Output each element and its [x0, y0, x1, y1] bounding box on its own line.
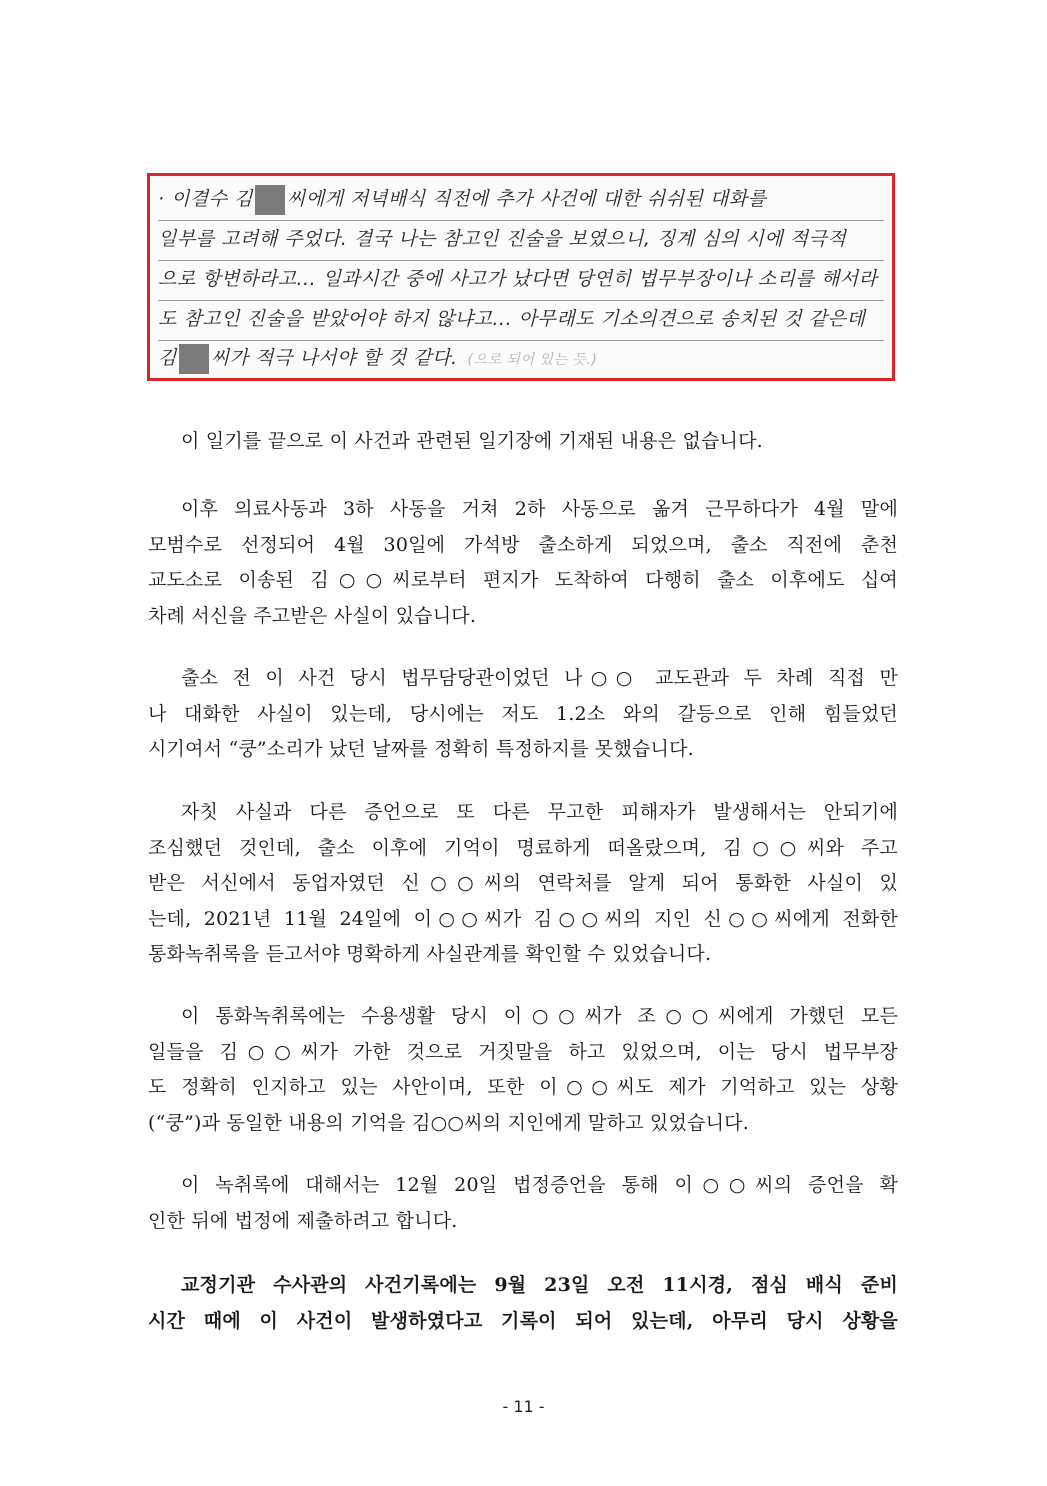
paragraph-line: 조심했던 것인데, 출소 이후에 기억이 명료하게 떠올랐으며, 김○○씨와 주고 — [148, 836, 898, 859]
excerpt-text: 일부를 고려해 주었다. 결국 나는 참고인 진술을 보였으니, 징계 심의 시에 적극적 — [158, 228, 847, 250]
handwritten-excerpt-box — [147, 173, 895, 381]
paragraph-line: 시간 때에 이 사건이 발생하였다고 기록이 되어 있는데, 아무리 당시 상황을 — [148, 1309, 898, 1332]
paragraph-line: 시기여서 “쿵”소리가 났던 날짜를 정확히 특정하지를 못했습니다. — [148, 738, 694, 760]
paragraph — [148, 1168, 898, 1239]
excerpt-line — [158, 339, 884, 379]
page-number: - 11 - — [502, 1397, 545, 1416]
paragraph-line: 통화녹취록을 듣고서야 명확하게 사실관계를 확인할 수 있었습니다. — [148, 943, 712, 965]
excerpt-faint-text: (으로 되어 있는 듯.) — [467, 352, 598, 368]
paragraph — [148, 795, 898, 973]
paragraph — [148, 661, 898, 768]
paragraph-line: 일들을 김○○씨가 가한 것으로 거짓말을 하고 있었으며, 이는 당시 법무부장 — [148, 1040, 898, 1063]
paragraph-line: (“쿵”)과 동일한 내용의 기억을 김○○씨의 지인에게 말하고 있었습니다. — [148, 1111, 749, 1134]
paragraph-line: 는데, 2021년 11월 24일에 이○○씨가 김○○씨의 지인 신○○씨에게 전화한 — [148, 907, 898, 930]
redaction-box — [255, 185, 285, 215]
paragraph-line: 인한 뒤에 법정에 제출하려고 합니다. — [148, 1209, 458, 1232]
paragraph-line: 도 정확히 인지하고 있는 사안이며, 또한 이○○씨도 제가 기억하고 있는 상황 — [148, 1076, 898, 1098]
paragraph — [148, 999, 898, 1141]
paragraph — [148, 492, 898, 634]
excerpt-line — [158, 260, 884, 301]
excerpt-text: 씨가 적극 나서야 할 것 같다. — [210, 347, 458, 369]
paragraph-line: 교도소로 이송된 김○○씨로부터 편지가 도착하여 다행히 출소 이후에도 십여 — [148, 569, 898, 591]
paragraph-line: 이 일기를 끝으로 이 사건과 관련된 일기장에 기재된 내용은 없습니다. — [181, 430, 763, 452]
paragraph — [148, 424, 898, 460]
excerpt-line — [158, 220, 884, 261]
paragraph-line: 교정기관 수사관의 사건기록에는 9월 23일 오전 11시경, 점심 배식 준비 — [181, 1274, 898, 1296]
paragraph-line: 받은 서신에서 동업자였던 신○○씨의 연락처를 알게 되어 통화한 사실이 있 — [148, 872, 898, 894]
paragraph-line: 나 대화한 사실이 있는데, 당시에는 저도 1.2소 와의 갈등으로 인해 힘들었던 — [148, 702, 898, 725]
excerpt-text: 도 참고인 진술을 받았어야 하지 않냐고... 아무래도 기소의견으로 송치된 것 같은데 — [158, 308, 866, 330]
excerpt-text: 씨에게 저녁배식 직전에 추가 사건에 대한 쉬쉬된 대화를 — [287, 188, 767, 210]
paragraph-line: 이후 의료사동과 3하 사동을 거쳐 2하 사동으로 옮겨 근무하다가 4월 말에 — [181, 498, 898, 520]
redaction-box — [179, 344, 209, 374]
bold-paragraph — [148, 1268, 898, 1339]
excerpt-text: 으로 항변하라고... 일과시간 중에 사고가 났다면 당연히 법무부장이나 소리를 해서라 — [158, 268, 878, 290]
paragraph-line: 자칫 사실과 다른 증언으로 또 다른 무고한 피해자가 발생해서는 안되기에 — [181, 801, 898, 823]
excerpt-text: · 이결수 김 — [158, 188, 254, 210]
excerpt-line — [158, 300, 884, 341]
excerpt-text: 김 — [158, 347, 177, 369]
paragraph-line: 출소 전 이 사건 당시 법무담당관이었던 나○○ 교도관과 두 차례 직접 만 — [181, 667, 898, 689]
paragraph-line: 이 녹취록에 대해서는 12월 20일 법정증언을 통해 이○○씨의 증언을 확 — [181, 1174, 898, 1196]
excerpt-line — [158, 180, 884, 221]
paragraph-line: 차례 서신을 주고받은 사실이 있습니다. — [148, 604, 477, 627]
paragraph-line: 모범수로 선정되어 4월 30일에 가석방 출소하게 되었으며, 출소 직전에 춘천 — [148, 533, 898, 556]
paragraph-line: 이 통화녹취록에는 수용생활 당시 이○○씨가 조○○씨에게 가했던 모든 — [181, 1005, 898, 1027]
